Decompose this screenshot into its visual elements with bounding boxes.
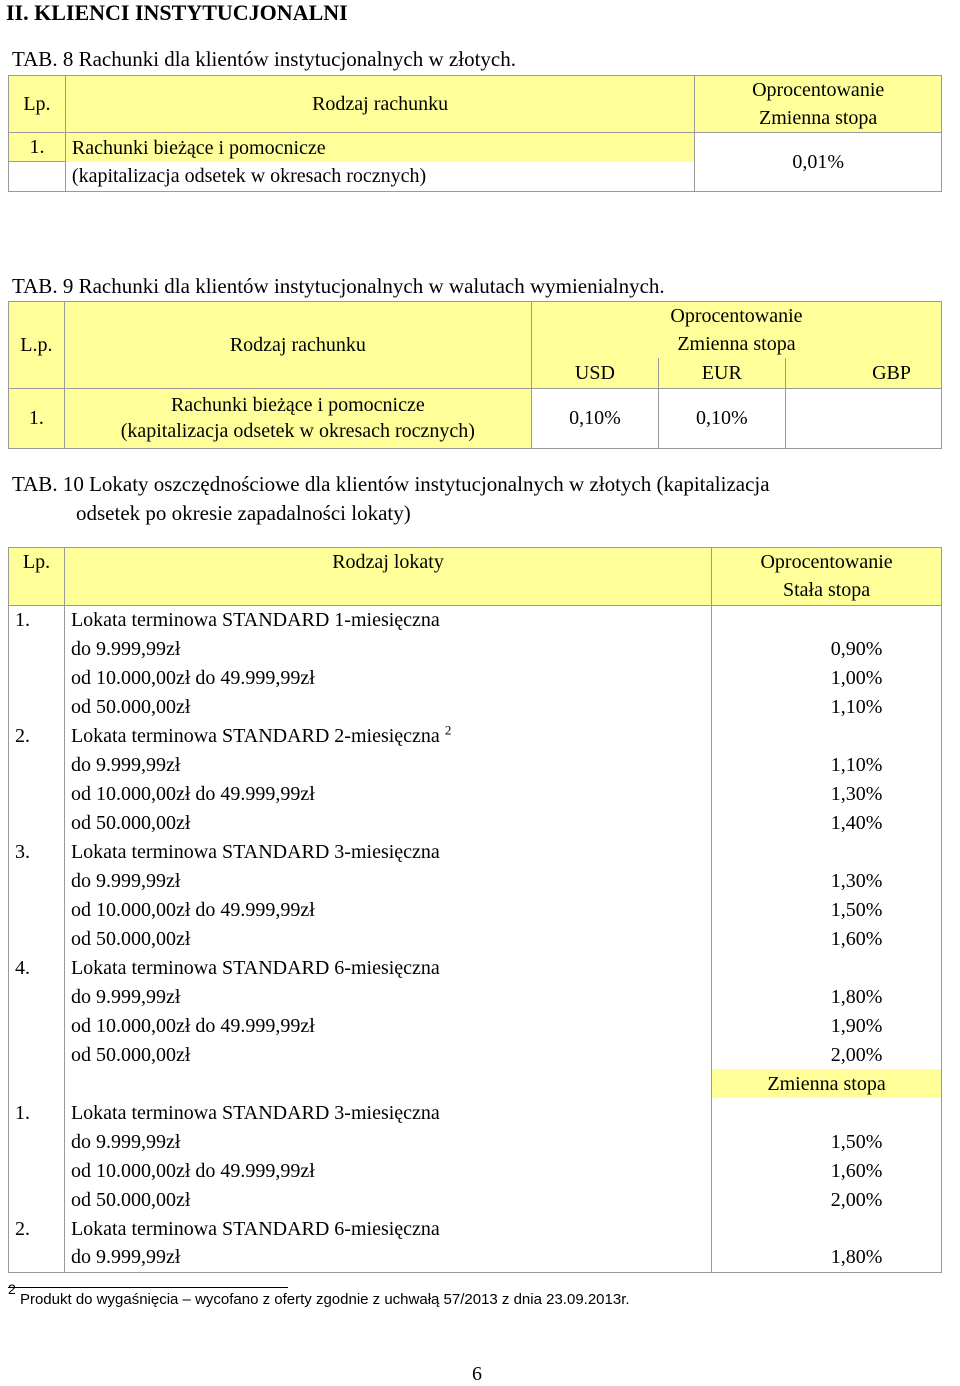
footnote-separator — [8, 1287, 288, 1288]
tab10-hdr-spacer — [9, 576, 65, 605]
tab10-fixed-group-lp: 1. — [9, 605, 65, 634]
page-number: 6 — [472, 1363, 482, 1385]
tab8-col-rate-line2: Zmienna stopa — [759, 107, 878, 129]
tab10-variable-hdr-spacer — [9, 1069, 65, 1098]
tab10-fixed-tier-lp-empty — [9, 924, 65, 953]
tab10-variable-hdr-spacer — [64, 1069, 711, 1098]
tab10-fixed-tier-rate: 1,90% — [830, 1014, 883, 1037]
tab10-title-line2: odsetek po okresie zapadalności lokaty) — [76, 501, 411, 525]
tab9-rate-gbp — [785, 388, 941, 448]
tab10-fixed-group-lp: 3. — [9, 837, 65, 866]
tab8-col-rate — [695, 76, 942, 133]
tab10-variable-tier-lp-empty — [9, 1243, 65, 1272]
tab10-hdr-spacer — [64, 576, 711, 605]
tab10-fixed-group-name — [64, 721, 711, 750]
tab10-fixed-tier-rate: 1,30% — [830, 869, 883, 892]
tab10-fixed-tier-lp-empty — [9, 663, 65, 692]
tab10-fixed-group-name — [64, 605, 711, 634]
tab10-col-type: Rodzaj lokaty — [64, 548, 711, 577]
tab10-variable-tier-label: od 50.000,00zł — [64, 1185, 711, 1214]
tab10-fixed-group-name-text: Lokata terminowa STANDARD 2-miesięczna — [70, 724, 440, 747]
tab10-fixed-tier-row — [9, 750, 942, 779]
tab9-col-type: Rodzaj rachunku — [64, 302, 531, 389]
tab10-fixed-tier-label: od 10.000,00zł do 49.999,99zł — [64, 895, 711, 924]
tab10-fixed-group-name-text: Lokata terminowa STANDARD 6-miesięczna — [70, 956, 440, 979]
tab10-fixed-tier-label: od 10.000,00zł do 49.999,99zł — [64, 779, 711, 808]
tab8-row-name-line2: (kapitalizacja odsetek w okresach rocznych) — [65, 162, 694, 192]
tab10-fixed-tier-lp-empty — [9, 808, 65, 837]
tab10-fixed-tier-lp-empty — [9, 750, 65, 779]
tab10-fixed-tier-lp-empty — [9, 1040, 65, 1069]
tab10-fixed-tier-rate: 1,40% — [830, 811, 883, 834]
tab9-row-name-line2: (kapitalizacja odsetek w okresach rocznych) — [120, 420, 475, 442]
tab10-fixed-tier-lp-empty — [9, 866, 65, 895]
tab9-col-rate — [531, 302, 941, 359]
tab10-variable-tier-lp-empty — [9, 1127, 65, 1156]
tab9-table — [8, 301, 942, 449]
tab9-cur-usd: USD — [531, 358, 658, 388]
tab8-title: TAB. 8 Rachunki dla klientów instytucjonalnych w złotych. — [12, 47, 516, 71]
tab10-fixed-tier-lp-empty — [9, 779, 65, 808]
tab8-row-lp-spacer — [9, 162, 66, 192]
tab10-fixed-group-name-text: Lokata terminowa STANDARD 3-miesięczna — [70, 840, 440, 863]
tab10-fixed-tier-rate: 1,10% — [830, 753, 883, 776]
tab8-row-lp: 1. — [9, 133, 66, 162]
tab10-fixed-tier-row — [9, 663, 942, 692]
tab8-col-rate-line1: Oprocentowanie — [752, 79, 885, 101]
tab10-fixed-tier-rate: 1,50% — [830, 898, 883, 921]
tab10-variable-tier-row — [9, 1243, 942, 1272]
tab10-fixed-tier-rate: 2,00% — [830, 1043, 883, 1066]
tab10-fixed-group-name-sup: 2 — [444, 721, 452, 737]
tab9-row-name-line1: Rachunki bieżące i pomocnicze — [170, 394, 425, 416]
tab10-fixed-tier-rate: 1,80% — [830, 985, 883, 1008]
tab10-fixed-tier-lp-empty — [9, 634, 65, 663]
tab10-fixed-group-row — [9, 953, 942, 982]
tab10-fixed-label: Stała stopa — [712, 576, 942, 605]
tab10-fixed-tier-row — [9, 692, 942, 721]
tab10-variable-label: Zmienna stopa — [712, 1069, 942, 1098]
footnote-mark: 2 — [8, 1281, 16, 1297]
tab10-fixed-group-row — [9, 837, 942, 866]
tab10-fixed-tier-rate: 1,00% — [830, 666, 883, 689]
tab10-fixed-tier-lp-empty — [9, 895, 65, 924]
tab10-title-bold: TAB. 10 Lokaty oszczędnościowe dla klientów instytucjonalnych w złotych — [12, 472, 652, 496]
tab10-variable-tier-label: od 10.000,00zł do 49.999,99zł — [64, 1156, 711, 1185]
tab8-col-lp: Lp. — [9, 76, 66, 133]
tab9-cur-eur: EUR — [658, 358, 785, 388]
tab10-fixed-tier-rate: 1,30% — [830, 782, 883, 805]
tab10-fixed-tier-label: do 9.999,99zł — [64, 866, 711, 895]
tab10-fixed-tier-label: od 50.000,00zł — [64, 692, 711, 721]
tab10-fixed-tier-row — [9, 1040, 942, 1069]
tab9-col-lp: L.p. — [9, 302, 65, 389]
tab10-variable-group-name — [64, 1214, 711, 1243]
tab10-fixed-group-name — [64, 837, 711, 866]
tab10-col-lp: Lp. — [9, 548, 65, 577]
tab10-fixed-tier-row — [9, 895, 942, 924]
tab9-title: TAB. 9 Rachunki dla klientów instytucjonalnych w walutach wymienialnych. — [12, 274, 665, 298]
tab9-rate-eur: 0,10% — [658, 388, 785, 448]
tab10-fixed-tier-row — [9, 779, 942, 808]
tab10-fixed-group-rate-empty — [712, 605, 942, 634]
tab10-variable-group-rate-empty — [712, 1098, 942, 1127]
tab10-variable-tier-lp-empty — [9, 1185, 65, 1214]
tab10-fixed-tier-label: do 9.999,99zł — [64, 750, 711, 779]
tab10-fixed-group-row — [9, 605, 942, 634]
tab10-variable-group-name-text: Lokata terminowa STANDARD 6-miesięczna — [70, 1217, 440, 1240]
tab10-variable-tier-rate: 1,80% — [830, 1246, 883, 1269]
tab10-title-rest: (kapitalizacja — [651, 472, 770, 496]
tab10-fixed-tier-label: od 50.000,00zł — [64, 1040, 711, 1069]
tab10-title — [12, 470, 770, 498]
tab10-table — [8, 547, 942, 1273]
tab9-row-name — [64, 388, 531, 448]
tab10-variable-group-name-text: Lokata terminowa STANDARD 3-miesięczna — [70, 1101, 440, 1124]
tab10-variable-group-row — [9, 1214, 942, 1243]
tab10-fixed-group-lp: 4. — [9, 953, 65, 982]
tab10-fixed-tier-lp-empty — [9, 692, 65, 721]
tab10-fixed-tier-row — [9, 808, 942, 837]
tab10-variable-header-row — [9, 1069, 942, 1098]
footnote — [8, 1281, 630, 1310]
tab10-fixed-tier-row — [9, 1011, 942, 1040]
tab10-variable-group-row — [9, 1098, 942, 1127]
tab10-variable-tier-rate: 1,50% — [830, 1130, 883, 1153]
tab10-fixed-tier-label: od 10.000,00zł do 49.999,99zł — [64, 663, 711, 692]
tab10-variable-group-rate-empty — [712, 1214, 942, 1243]
section-title: II. KLIENCI INSTYTUCJONALNI — [6, 0, 348, 25]
tab10-fixed-tier-lp-empty — [9, 1011, 65, 1040]
tab10-variable-tier-row — [9, 1185, 942, 1214]
tab10-fixed-group-rate-empty — [712, 837, 942, 866]
tab10-fixed-group-row — [9, 721, 942, 750]
tab10-fixed-group-lp: 2. — [9, 721, 65, 750]
tab10-variable-group-lp: 2. — [9, 1214, 65, 1243]
tab10-variable-tier-rate: 2,00% — [830, 1188, 883, 1211]
tab10-variable-group-lp: 1. — [9, 1098, 65, 1127]
tab10-fixed-tier-row — [9, 982, 942, 1011]
tab8-row-name-line1: Rachunki bieżące i pomocnicze — [65, 133, 694, 162]
tab10-fixed-tier-lp-empty — [9, 982, 65, 1011]
tab10-fixed-group-name — [64, 953, 711, 982]
tab10-fixed-tier-label: od 50.000,00zł — [64, 808, 711, 837]
tab10-fixed-tier-row — [9, 924, 942, 953]
tab10-variable-tier-label: do 9.999,99zł — [64, 1243, 711, 1272]
tab10-variable-tier-row — [9, 1127, 942, 1156]
tab8-col-type: Rodzaj rachunku — [65, 76, 694, 133]
tab10-col-rate: Oprocentowanie — [760, 551, 893, 573]
tab9-row-lp: 1. — [9, 388, 65, 448]
tab10-fixed-group-rate-empty — [712, 721, 942, 750]
tab10-variable-tier-label: do 9.999,99zł — [64, 1127, 711, 1156]
tab9-col-rate-line2: Zmienna stopa — [677, 333, 796, 355]
tab10-fixed-tier-label: do 9.999,99zł — [64, 982, 711, 1011]
tab10-fixed-tier-row — [9, 866, 942, 895]
tab8-row-rate: 0,01% — [695, 133, 942, 192]
tab10-fixed-tier-rate: 1,60% — [830, 927, 883, 950]
tab10-fixed-tier-label: od 50.000,00zł — [64, 924, 711, 953]
tab10-variable-tier-row — [9, 1156, 942, 1185]
tab9-cur-gbp: GBP — [785, 358, 941, 388]
tab10-fixed-tier-label: od 10.000,00zł do 49.999,99zł — [64, 1011, 711, 1040]
tab10-fixed-group-rate-empty — [712, 953, 942, 982]
tab10-fixed-group-name-text: Lokata terminowa STANDARD 1-miesięczna — [70, 608, 440, 631]
footnote-text: Produkt do wygaśnięcia – wycofano z oferty zgodnie z uchwałą 57/2013 z dnia 23.09.2013r. — [19, 1291, 630, 1308]
tab10-fixed-tier-rate: 0,90% — [830, 637, 883, 660]
tab9-col-rate-line1: Oprocentowanie — [670, 305, 803, 327]
tab10-variable-group-name — [64, 1098, 711, 1127]
tab10-fixed-tier-row — [9, 634, 942, 663]
tab10-fixed-tier-label: do 9.999,99zł — [64, 634, 711, 663]
tab10-fixed-tier-rate: 1,10% — [830, 695, 883, 718]
tab10-variable-tier-rate: 1,60% — [830, 1159, 883, 1182]
tab9-rate-usd: 0,10% — [531, 388, 658, 448]
tab8-table — [8, 75, 942, 192]
tab10-variable-tier-lp-empty — [9, 1156, 65, 1185]
